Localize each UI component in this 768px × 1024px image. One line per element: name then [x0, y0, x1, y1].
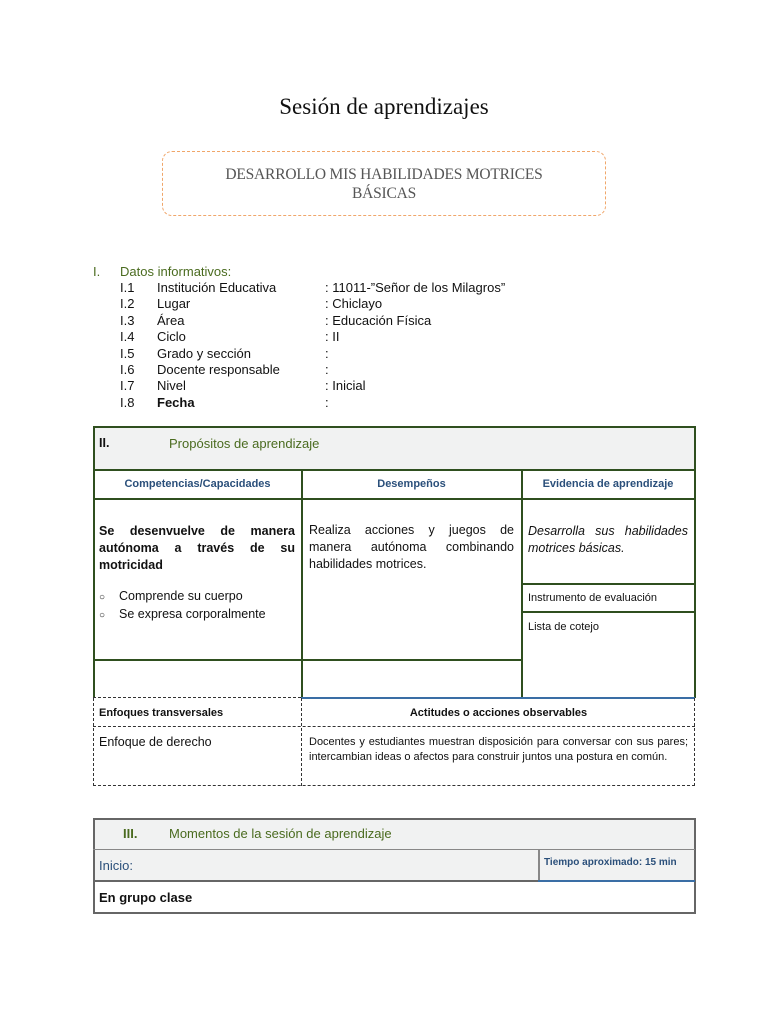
capacidad-item [99, 607, 266, 621]
border [93, 426, 695, 428]
border [93, 880, 538, 882]
info-row [120, 395, 680, 411]
border [93, 426, 95, 698]
info-value: : Inicial [325, 378, 366, 394]
info-value: : Chiclayo [325, 296, 383, 312]
border [521, 583, 695, 585]
info-label: Docente responsable [157, 362, 280, 377]
section2-title: Propósitos de aprendizaje [169, 436, 320, 451]
bullet-circle-icon: ○ [99, 610, 106, 621]
info-row [120, 280, 680, 296]
section1-number: I. [93, 264, 101, 279]
desempeno-text: Realiza acciones y juegos de manera autónoma combinando habilidades motrices. [309, 523, 514, 571]
info-num: I.3 [120, 312, 135, 328]
border [93, 697, 301, 698]
info-label: Lugar [157, 296, 191, 312]
inicio-label: Inicio: [99, 858, 133, 873]
info-label: Grado y sección [157, 345, 251, 361]
info-value: : [325, 394, 329, 410]
border [93, 698, 94, 786]
info-row [120, 313, 680, 329]
section1-title: Datos informativos: [120, 264, 232, 279]
inicio-bg [93, 849, 538, 880]
tiempo-label: Tiempo aproximado: 15 min [544, 857, 677, 868]
moments-table [93, 818, 695, 914]
info-value: : [325, 345, 329, 361]
border [93, 659, 521, 661]
border [93, 912, 695, 914]
capacidad-label: Comprende su cuerpo [119, 589, 243, 603]
header-desempenos: Desempeños [377, 478, 446, 490]
title-banner [162, 151, 606, 216]
border [301, 469, 303, 698]
header-evidencia: Evidencia de aprendizaje [542, 478, 674, 490]
info-num: I.4 [120, 329, 135, 345]
info-value: : II [325, 329, 340, 345]
competencia-text: Se desenvuelve de manera autónoma a través de su motricidad [99, 524, 295, 572]
info-row [120, 346, 680, 362]
info-value: : Educación Física [325, 312, 432, 328]
capacidad-item [99, 589, 243, 603]
header-competencias: Competencias/Capacidades [124, 478, 271, 490]
info-row [120, 329, 680, 345]
border [93, 498, 695, 500]
info-num: I.1 [120, 280, 135, 295]
info-num: I.7 [120, 378, 135, 394]
info-row [120, 296, 680, 312]
section3-title: Momentos de la sesión de aprendizaje [169, 826, 392, 841]
section3-number: III. [123, 826, 138, 841]
info-row [120, 362, 680, 378]
info-num: I.5 [120, 345, 135, 361]
enfoque-text: Enfoque de derecho [99, 735, 212, 749]
border [521, 611, 695, 613]
border [93, 818, 95, 914]
banner-text: DESARROLLO MIS HABILIDADES MOTRICES BÁSICAS [225, 165, 543, 202]
border [694, 426, 696, 698]
info-label: Nivel [157, 378, 186, 394]
border [93, 818, 695, 820]
bullet-circle-icon: ○ [99, 592, 106, 603]
purposes-table [93, 426, 695, 786]
actitudes-header: Actitudes o acciones observables [409, 707, 588, 719]
capacidad-label: Se expresa corporalmente [119, 607, 266, 621]
instrumento-label: Instrumento de evaluación [528, 592, 658, 604]
info-value: : 11011-”Señor de los Milagros” [325, 280, 506, 295]
border [93, 785, 695, 786]
info-row [120, 378, 680, 394]
info-value: : [325, 362, 329, 377]
info-label: Fecha [157, 394, 195, 410]
border [694, 818, 696, 914]
grupo-label: En grupo clase [99, 890, 193, 905]
info-num: I.6 [120, 362, 135, 377]
info-num: I.8 [120, 394, 135, 410]
info-label: Ciclo [157, 329, 186, 345]
info-list [120, 280, 680, 415]
evidencia-text: Desarrolla sus habilidades motrices básicas. [528, 524, 688, 555]
document-title: Sesión de aprendizajes [279, 94, 489, 119]
section2-number: II. [99, 436, 110, 450]
info-label: Institución Educativa [157, 280, 277, 295]
info-num: I.2 [120, 296, 135, 312]
actitud-text: Docentes y estudiantes muestran disposición para conversar con sus pares; intercambian ideas o afectos para construir juntos una postura en común. [309, 736, 688, 763]
enfoques-header: Enfoques transversales [99, 707, 224, 719]
border [538, 880, 695, 882]
instrumento-value: Lista de cotejo [528, 621, 599, 633]
info-label: Área [157, 312, 185, 328]
border [301, 697, 695, 699]
border [93, 849, 695, 850]
border [538, 849, 540, 881]
border [93, 726, 695, 727]
